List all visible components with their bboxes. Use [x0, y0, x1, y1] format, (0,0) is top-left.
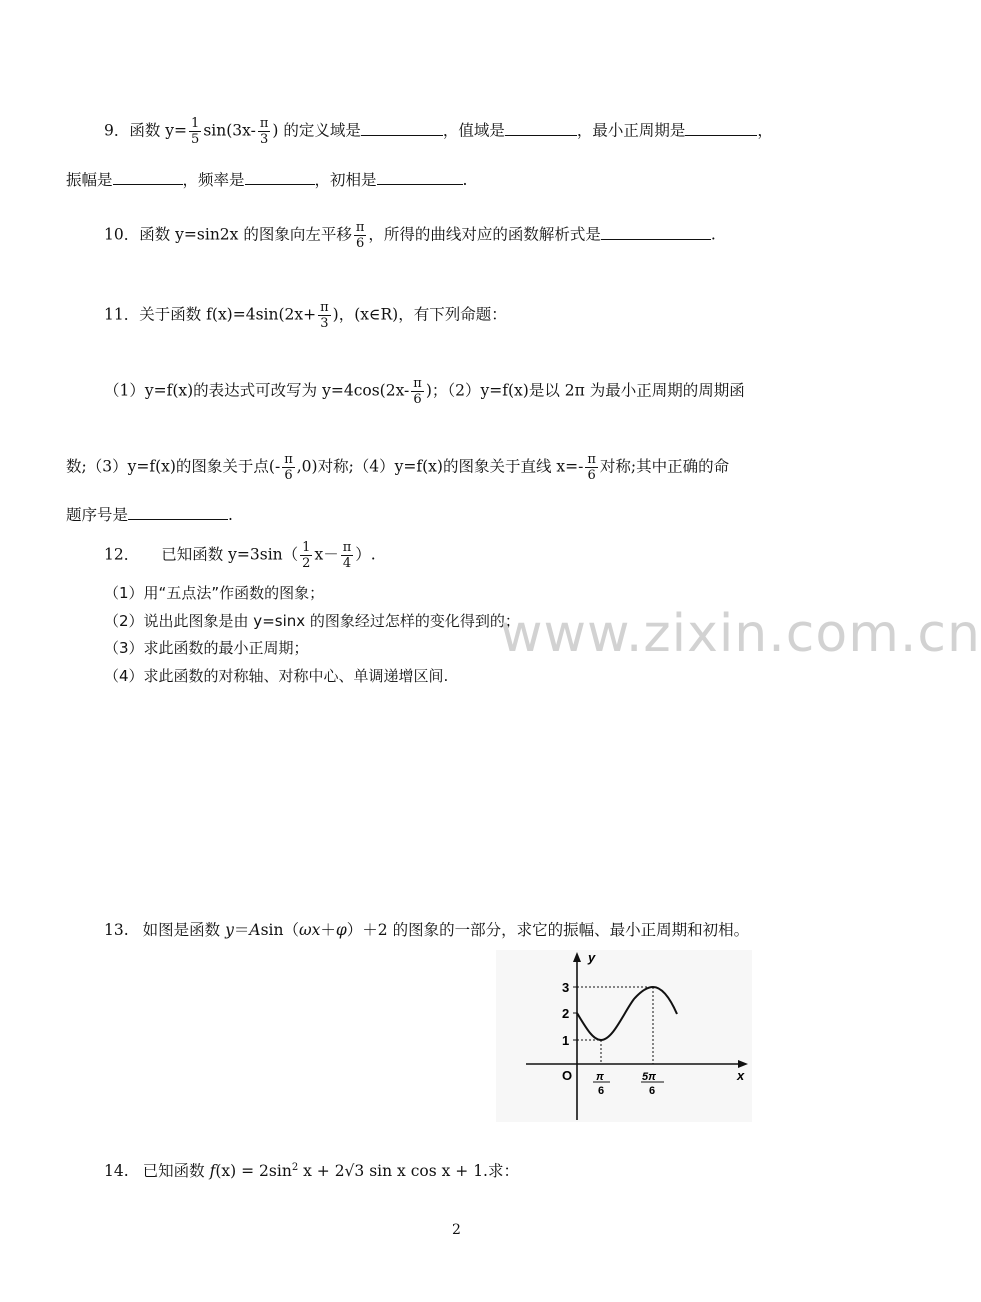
q10-end: .	[710, 225, 716, 244]
q10-blank-expression[interactable]	[601, 223, 711, 240]
q11-p4-b: 对称;其中正确的命	[599, 457, 730, 476]
q13-formula-A: A	[249, 921, 261, 939]
y-tick-label-1: 1	[562, 1033, 570, 1048]
q12-number: 12．	[104, 545, 140, 564]
q9-fraction-coef	[189, 116, 201, 147]
q12-item-1: （1）用“五点法”作函数的图象；	[104, 584, 325, 602]
q11-fraction-pi	[318, 300, 331, 331]
q10-pi-den: 6	[355, 236, 365, 251]
q14-text-a: 已知函数	[142, 1162, 205, 1181]
q9-blank-domain[interactable]	[361, 119, 443, 136]
q11-p1-num: π	[413, 376, 422, 391]
q11-line-1	[104, 300, 507, 331]
q11-p3-fraction	[282, 452, 295, 483]
q9-pi-num: π	[259, 116, 269, 131]
q9-line2-c: ，初相是	[314, 171, 377, 189]
q12-text-c: ）.	[355, 545, 376, 564]
q9-blank-range[interactable]	[505, 119, 577, 136]
q14-formula-b: = 2sin	[236, 1162, 292, 1181]
q13-formula-sin: sin（	[260, 921, 299, 939]
q9-blank-period[interactable]	[685, 119, 757, 136]
q9-line2-a: 振幅是	[66, 171, 113, 189]
q9-blank-phase[interactable]	[377, 168, 463, 185]
q13-formula-eq: ＝	[233, 921, 250, 939]
q11-pi-den: 3	[320, 316, 329, 331]
x-axis-label: x	[737, 1068, 745, 1083]
q11-p4-num: π	[587, 452, 596, 467]
y-tick-label-3: 3	[562, 980, 570, 995]
q11-p3-a: 数;（3）y=f(x)的图象关于点(-	[66, 457, 281, 476]
q9-text-d: ，值域是	[442, 121, 505, 140]
q13-formula-y: y	[225, 921, 234, 939]
q12-text-a: 已知函数 y=3sin（	[161, 545, 299, 564]
q11-line-4	[66, 503, 233, 525]
q13-text-a: 如图是函数	[142, 921, 221, 939]
q9-line2-b: ，频率是	[182, 171, 245, 189]
q11-pi-num: π	[320, 300, 329, 315]
q11-line-3	[66, 452, 729, 483]
q9-fraction-pi	[258, 116, 271, 147]
x-tick-1-den: 6	[598, 1085, 605, 1097]
q11-p1-fraction	[411, 376, 424, 407]
q12-line	[104, 540, 376, 571]
x-tick-1-num: π	[596, 1071, 604, 1083]
y-tick-label-2: 2	[562, 1006, 570, 1021]
q10-pi-num: π	[355, 220, 365, 235]
q14-end: 求：	[487, 1162, 519, 1181]
q12-item-4: （4）求此函数的对称轴、对称中心、单调递增区间.	[104, 667, 449, 685]
q13-formula-omega: ωx	[299, 921, 321, 939]
graph-background	[496, 950, 752, 1122]
watermark: www.zixin.com.cn	[500, 604, 981, 664]
q13-formula-end: ）＋2	[346, 921, 388, 939]
q9-text-e: ，最小正周期是	[576, 121, 686, 140]
q9-text-a: 函数 y=	[129, 121, 188, 140]
q10-number: 10．	[104, 225, 140, 244]
q11-p1-den: 6	[413, 392, 422, 407]
q11-p3-num: π	[284, 452, 293, 467]
q12-item-3: （3）求此函数的最小正周期；	[104, 639, 309, 657]
q9-line2-end: .	[462, 171, 468, 189]
q13-text-b: 的图象的一部分，求它的振幅、最小正周期和初相。	[392, 921, 750, 939]
q11-p1-b: )；（2）y=f(x)是以 2π 为最小正周期的周期函	[425, 381, 745, 400]
q12-text-b: x－	[314, 545, 339, 564]
q14-formula-arg: (x)	[215, 1162, 237, 1181]
q12-pi-num: π	[342, 540, 352, 555]
q12-fraction-pi	[341, 540, 354, 571]
q10-text-b: ，所得的曲线对应的函数解析式是	[368, 225, 601, 244]
q11-p4-fraction	[585, 452, 598, 483]
q10-fraction-pi	[354, 220, 367, 251]
q9-coef-num: 1	[191, 116, 200, 131]
q11-blank-answer[interactable]	[128, 503, 228, 520]
q9-pi-den: 3	[259, 132, 269, 147]
q14-number: 14.	[104, 1162, 129, 1181]
q10-line	[104, 220, 716, 251]
q10-text-a: 函数 y=sin2x 的图象向左平移	[139, 225, 352, 244]
q9-line-1	[104, 116, 773, 147]
q9-text-c: ) 的定义域是	[272, 121, 361, 140]
q14-formula-sup: 2	[291, 1162, 299, 1173]
q13-formula-phi: φ	[335, 921, 347, 939]
q14-formula-f: f	[209, 1162, 216, 1181]
q11-p1-a: （1）y=f(x)的表达式可改写为 y=4cos(2x-	[104, 381, 410, 400]
q11-number: 11．	[104, 305, 140, 324]
q12-pi-den: 4	[342, 556, 352, 571]
x-tick-2-num: 5π	[642, 1071, 656, 1083]
q9-number: 9．	[104, 121, 130, 140]
q12-half-num: 1	[302, 540, 311, 555]
q9-text-b: sin(3x-	[203, 121, 256, 140]
q11-text-b: )，(x∈R)，有下列命题：	[332, 305, 507, 324]
q9-blank-frequency[interactable]	[245, 168, 315, 185]
q11-p3-den: 6	[284, 468, 293, 483]
q9-text-f: ，	[757, 121, 773, 140]
q9-coef-den: 5	[191, 132, 200, 147]
q12-half-den: 2	[302, 556, 311, 571]
q11-p3-b: ,0)对称;（4）y=f(x)的图象关于直线 x=-	[296, 457, 584, 476]
q9-line-2	[66, 168, 467, 190]
y-axis-label: y	[588, 950, 596, 965]
q14-line	[104, 1158, 519, 1181]
q11-p4-den: 6	[587, 468, 596, 483]
x-tick-2-den: 6	[649, 1085, 656, 1097]
q11-end-a: 题序号是	[66, 506, 129, 524]
page-number: 2	[452, 1222, 461, 1238]
q9-blank-amplitude[interactable]	[113, 168, 183, 185]
origin-label: O	[562, 1068, 573, 1083]
q12-fraction-half	[300, 540, 312, 571]
q14-formula-c: x + 2√3 sin x cos x + 1.	[298, 1162, 488, 1181]
q13-number: 13.	[104, 921, 129, 939]
q13-line	[104, 920, 749, 940]
function-graph	[496, 950, 752, 1122]
q12-item-2: （2）说出此图象是由 y=sinx 的图象经过怎样的变化得到的；	[104, 612, 520, 630]
q11-line-2	[104, 376, 745, 407]
q13-formula-plus: ＋	[320, 921, 336, 939]
q11-end-b: .	[228, 506, 233, 524]
q11-text-a: 关于函数 f(x)=4sin(2x+	[139, 305, 317, 324]
